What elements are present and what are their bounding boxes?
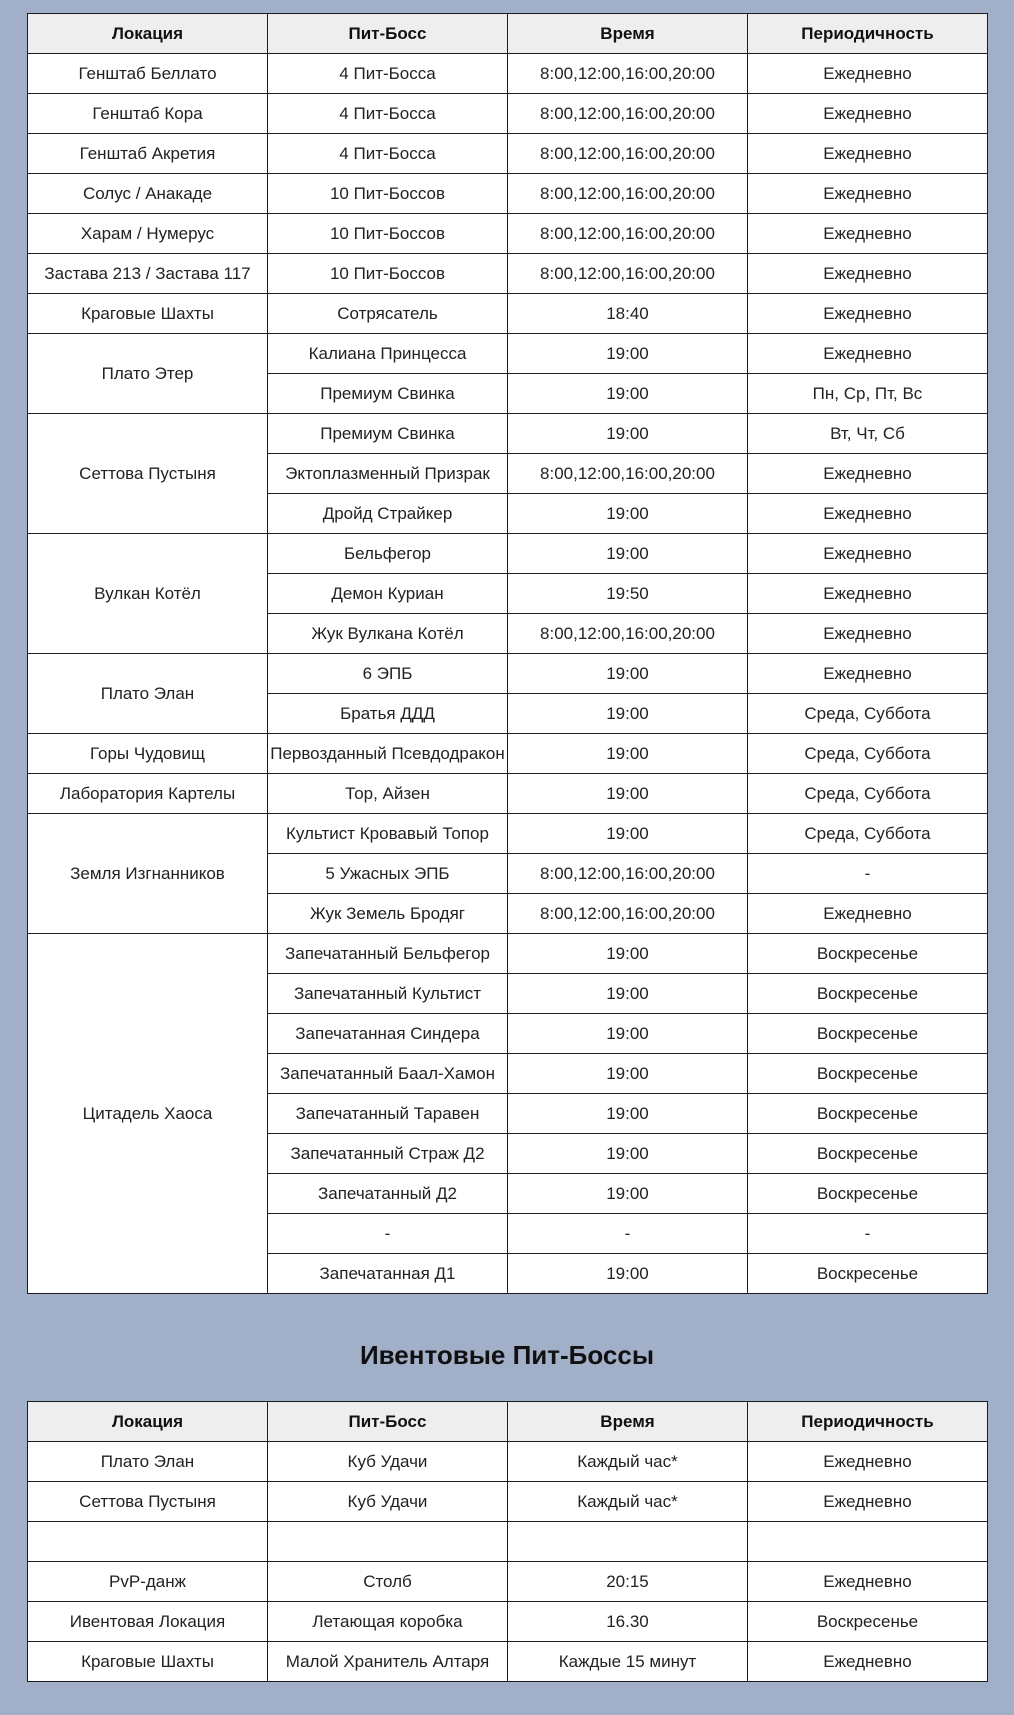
location-cell: Плато Этер [28,334,268,414]
location-cell: Солус / Анакаде [28,174,268,214]
boss-cell: Запечатанный Бельфегор [268,934,508,974]
table-row [28,1602,988,1642]
time-cell: 8:00,12:00,16:00,20:00 [508,174,748,214]
period-cell: Ежедневно [748,1562,988,1602]
boss-cell: Калиана Принцесса [268,334,508,374]
boss-cell: 10 Пит-Боссов [268,214,508,254]
boss-cell: 4 Пит-Босса [268,54,508,94]
event-table-body [28,1442,988,1682]
time-cell: 8:00,12:00,16:00,20:00 [508,214,748,254]
boss-cell: Запечатанный Страж Д2 [268,1134,508,1174]
time-cell: Каждые 15 минут [508,1642,748,1682]
period-cell: Ежедневно [748,1642,988,1682]
table-row [28,334,988,374]
period-cell: Ежедневно [748,134,988,174]
period-cell: Воскресенье [748,1134,988,1174]
boss-cell: Тор, Айзен [268,774,508,814]
location-cell: Краговые Шахты [28,1642,268,1682]
period-cell: Среда, Суббота [748,734,988,774]
header-location: Локация [28,1402,268,1442]
period-cell: Ежедневно [748,254,988,294]
period-cell: Ежедневно [748,174,988,214]
time-cell: - [508,1214,748,1254]
time-cell: 19:00 [508,494,748,534]
period-cell: Ежедневно [748,574,988,614]
boss-cell: Премиум Свинка [268,414,508,454]
table-row [28,1522,988,1562]
period-cell: Среда, Суббота [748,774,988,814]
location-cell: Земля Изгнанников [28,814,268,934]
boss-cell: Малой Хранитель Алтаря [268,1642,508,1682]
table-row [28,1562,988,1602]
location-cell: Генштаб Кора [28,94,268,134]
table-row [28,734,988,774]
location-cell: Ивентовая Локация [28,1602,268,1642]
boss-cell: Жук Вулкана Котёл [268,614,508,654]
boss-cell: Столб [268,1562,508,1602]
time-cell: 19:00 [508,1094,748,1134]
period-cell: Ежедневно [748,1482,988,1522]
table-row [28,414,988,454]
time-cell: 8:00,12:00,16:00,20:00 [508,134,748,174]
boss-cell: Дройд Страйкер [268,494,508,534]
period-cell: Ежедневно [748,494,988,534]
period-cell: Ежедневно [748,1442,988,1482]
period-cell: Ежедневно [748,534,988,574]
table-row [28,94,988,134]
period-cell: Ежедневно [748,294,988,334]
period-cell: Ежедневно [748,614,988,654]
time-cell: 19:00 [508,694,748,734]
event-section-title: Ивентовые Пит-Боссы [359,1340,655,1370]
location-cell: PvP-данж [28,1562,268,1602]
time-cell: 19:00 [508,974,748,1014]
time-cell: 19:00 [508,1174,748,1214]
time-cell: Каждый час* [508,1482,748,1522]
time-cell: 19:00 [508,934,748,974]
time-cell: 19:00 [508,334,748,374]
time-cell: 19:00 [508,654,748,694]
time-cell: 8:00,12:00,16:00,20:00 [508,94,748,134]
table-row [28,1442,988,1482]
table-row [28,814,988,854]
boss-cell: - [268,1214,508,1254]
time-cell: 8:00,12:00,16:00,20:00 [508,854,748,894]
location-cell: Плато Элан [28,654,268,734]
table-row [28,134,988,174]
event-pit-boss-table [27,1401,988,1682]
table-row [28,214,988,254]
time-cell: 19:00 [508,1014,748,1054]
time-cell: 8:00,12:00,16:00,20:00 [508,614,748,654]
table-row [28,254,988,294]
time-cell: 19:00 [508,734,748,774]
location-cell: Плато Элан [28,1442,268,1482]
boss-cell: Летающая коробка [268,1602,508,1642]
location-cell: Горы Чудовищ [28,734,268,774]
time-cell: 8:00,12:00,16:00,20:00 [508,454,748,494]
boss-cell: Куб Удачи [268,1442,508,1482]
boss-cell: 4 Пит-Босса [268,134,508,174]
time-cell: 8:00,12:00,16:00,20:00 [508,254,748,294]
table-row [28,174,988,214]
time-cell: 19:00 [508,414,748,454]
table-row [28,654,988,694]
period-cell: Ежедневно [748,94,988,134]
time-cell: 18:40 [508,294,748,334]
time-cell: 8:00,12:00,16:00,20:00 [508,894,748,934]
header-boss: Пит-Босс [268,14,508,54]
period-cell: Среда, Суббота [748,814,988,854]
period-cell: Среда, Суббота [748,694,988,734]
time-cell: 19:00 [508,774,748,814]
boss-cell: Эктоплазменный Призрак [268,454,508,494]
time-cell: 19:00 [508,374,748,414]
time-cell [508,1522,748,1562]
table-row [28,774,988,814]
table-row [28,294,988,334]
header-period: Периодичность [748,1402,988,1442]
location-cell: Харам / Нумерус [28,214,268,254]
boss-cell: Братья ДДД [268,694,508,734]
period-cell: Ежедневно [748,334,988,374]
location-cell: Сеттова Пустыня [28,1482,268,1522]
location-cell: Генштаб Акретия [28,134,268,174]
period-cell [748,1522,988,1562]
header-boss: Пит-Босс [268,1402,508,1442]
table-row [28,54,988,94]
location-cell: Сеттова Пустыня [28,414,268,534]
boss-cell: Сотрясатель [268,294,508,334]
header-period: Периодичность [748,14,988,54]
table-header-row [28,1402,988,1442]
time-cell: 20:15 [508,1562,748,1602]
period-cell: Воскресенье [748,1014,988,1054]
period-cell: Ежедневно [748,654,988,694]
table-header-row [28,14,988,54]
time-cell: 19:00 [508,1254,748,1294]
location-cell: Лаборатория Картелы [28,774,268,814]
period-cell: Пн, Ср, Пт, Вс [748,374,988,414]
location-cell: Генштаб Беллато [28,54,268,94]
period-cell: Вт, Чт, Сб [748,414,988,454]
boss-cell: Запечатанный Культист [268,974,508,1014]
location-cell [28,1522,268,1562]
period-cell: Ежедневно [748,54,988,94]
boss-cell: Запечатанная Синдера [268,1014,508,1054]
period-cell: Ежедневно [748,454,988,494]
boss-cell: Первозданный Псевдодракон [268,734,508,774]
boss-cell: 10 Пит-Боссов [268,174,508,214]
schedule-table-body [28,54,988,1294]
table-row [28,934,988,974]
time-cell: Каждый час* [508,1442,748,1482]
period-cell: Ежедневно [748,894,988,934]
time-cell: 16.30 [508,1602,748,1642]
time-cell: 19:00 [508,814,748,854]
boss-cell: Жук Земель Бродяг [268,894,508,934]
boss-cell: Запечатанная Д1 [268,1254,508,1294]
boss-cell: Демон Куриан [268,574,508,614]
boss-cell: 4 Пит-Босса [268,94,508,134]
period-cell: Воскресенье [748,1254,988,1294]
boss-cell: Запечатанный Д2 [268,1174,508,1214]
boss-cell: Куб Удачи [268,1482,508,1522]
period-cell: Ежедневно [748,214,988,254]
time-cell: 19:00 [508,1054,748,1094]
boss-cell: Культист Кровавый Топор [268,814,508,854]
boss-cell: 5 Ужасных ЭПБ [268,854,508,894]
period-cell: Воскресенье [748,1094,988,1134]
pit-boss-schedule-table [27,13,988,1294]
boss-cell: Запечатанный Баал-Хамон [268,1054,508,1094]
table-row [28,534,988,574]
period-cell: Воскресенье [748,1174,988,1214]
location-cell: Застава 213 / Застава 117 [28,254,268,294]
boss-cell: Бельфегор [268,534,508,574]
boss-cell [268,1522,508,1562]
boss-cell: 6 ЭПБ [268,654,508,694]
header-time: Время [508,1402,748,1442]
period-cell: Воскресенье [748,1602,988,1642]
boss-cell: Премиум Свинка [268,374,508,414]
boss-cell: 10 Пит-Боссов [268,254,508,294]
header-location: Локация [28,14,268,54]
location-cell: Краговые Шахты [28,294,268,334]
period-cell: Воскресенье [748,974,988,1014]
period-cell: Воскресенье [748,934,988,974]
location-cell: Вулкан Котёл [28,534,268,654]
period-cell: - [748,1214,988,1254]
table-row [28,1642,988,1682]
boss-cell: Запечатанный Таравен [268,1094,508,1134]
header-time: Время [508,14,748,54]
time-cell: 8:00,12:00,16:00,20:00 [508,54,748,94]
table-row [28,1482,988,1522]
time-cell: 19:00 [508,534,748,574]
period-cell: - [748,854,988,894]
period-cell: Воскресенье [748,1054,988,1094]
location-cell: Цитадель Хаоса [28,934,268,1294]
time-cell: 19:00 [508,1134,748,1174]
time-cell: 19:50 [508,574,748,614]
